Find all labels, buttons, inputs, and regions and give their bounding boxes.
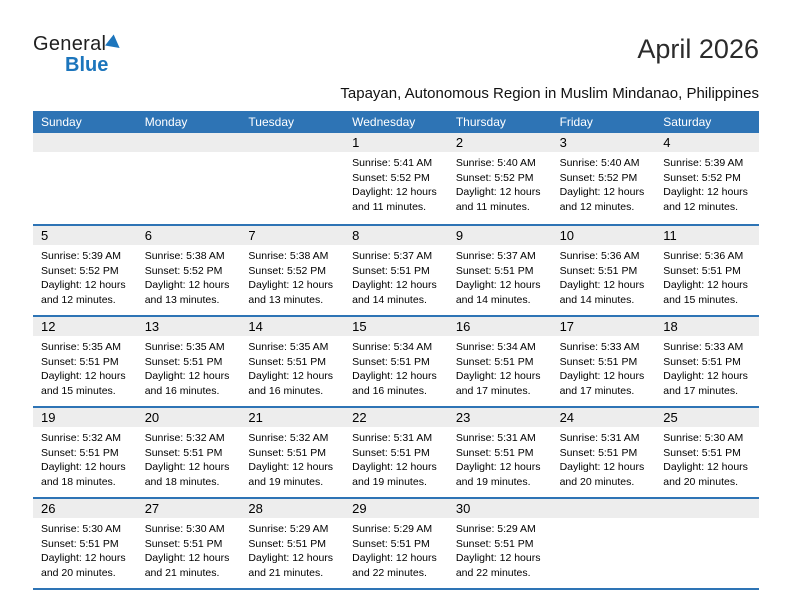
detail-line: Daylight: 12 hours: [663, 186, 748, 198]
day-cell-15: [344, 317, 448, 406]
day-cell-26: [33, 499, 137, 588]
detail-line: and 22 minutes.: [455, 566, 531, 579]
detail-line: Sunset: 5:51 PM: [41, 355, 119, 368]
empty-day-cell: [240, 133, 344, 224]
day-number: 2: [448, 133, 552, 152]
day-number: 3: [552, 133, 656, 152]
empty-day-cell: [33, 133, 137, 224]
day-number: [552, 499, 656, 518]
weekday-header-tuesday: Tuesday: [248, 115, 295, 129]
detail-line: Sunrise: 5:31 AM: [352, 432, 433, 444]
day-number: 11: [655, 226, 759, 245]
detail-line: Sunrise: 5:31 AM: [559, 432, 640, 444]
day-number: 27: [137, 499, 241, 518]
detail-line: Sunset: 5:51 PM: [41, 537, 119, 550]
detail-line: and 14 minutes.: [352, 293, 427, 306]
detail-line: and 16 minutes.: [248, 384, 324, 397]
day-number: 12: [33, 317, 137, 336]
day-cell-19: [33, 408, 137, 497]
day-number: 26: [33, 499, 137, 518]
detail-line: Daylight: 12 hours: [352, 279, 437, 291]
detail-line: and 11 minutes.: [455, 200, 530, 213]
day-details: [33, 427, 137, 489]
day-cell-17: [552, 317, 656, 406]
day-number: 20: [137, 408, 241, 427]
detail-line: Daylight: 12 hours: [455, 279, 541, 291]
detail-line: Daylight: 12 hours: [663, 279, 748, 291]
detail-line: and 16 minutes.: [144, 384, 220, 397]
detail-line: Daylight: 12 hours: [455, 461, 541, 473]
detail-line: and 21 minutes.: [144, 566, 220, 579]
detail-line: Daylight: 12 hours: [455, 552, 541, 564]
day-number: 5: [33, 226, 137, 245]
detail-line: Sunrise: 5:29 AM: [248, 523, 329, 535]
day-number: 6: [137, 226, 241, 245]
day-details: [448, 245, 552, 307]
day-cell-21: [240, 408, 344, 497]
day-details: [240, 245, 344, 307]
calendar-week-row: [33, 133, 759, 224]
detail-line: Sunset: 5:51 PM: [352, 355, 430, 368]
day-number: 16: [448, 317, 552, 336]
day-details: [240, 152, 344, 156]
day-details: [344, 336, 448, 398]
day-details: [33, 152, 137, 156]
day-number: 25: [655, 408, 759, 427]
detail-line: Daylight: 12 hours: [41, 279, 126, 291]
logo-line1: [33, 34, 121, 54]
detail-line: Sunset: 5:51 PM: [352, 537, 430, 550]
day-cell-20: [137, 408, 241, 497]
calendar-week-row: [33, 224, 759, 315]
detail-line: Sunset: 5:51 PM: [41, 446, 119, 459]
detail-line: Sunset: 5:51 PM: [663, 355, 741, 368]
detail-line: Daylight: 12 hours: [352, 370, 437, 382]
detail-line: Sunset: 5:51 PM: [663, 264, 741, 277]
day-number: 17: [552, 317, 656, 336]
day-details: [448, 518, 552, 580]
detail-line: and 12 minutes.: [663, 200, 738, 213]
detail-line: Daylight: 12 hours: [248, 370, 334, 382]
day-cell-7: [240, 226, 344, 315]
day-cell-3: [552, 133, 656, 224]
day-number: 14: [240, 317, 344, 336]
day-cell-1: [344, 133, 448, 224]
detail-line: Sunset: 5:51 PM: [248, 446, 327, 459]
detail-line: Sunset: 5:51 PM: [559, 355, 638, 368]
detail-line: Sunset: 5:52 PM: [41, 264, 119, 277]
detail-line: Sunrise: 5:34 AM: [455, 341, 536, 353]
detail-line: and 20 minutes.: [663, 475, 738, 488]
detail-line: Sunrise: 5:32 AM: [248, 432, 329, 444]
detail-line: Sunset: 5:52 PM: [663, 171, 741, 184]
day-cell-6: [137, 226, 241, 315]
day-number: 30: [448, 499, 552, 518]
detail-line: Sunrise: 5:36 AM: [559, 250, 640, 262]
detail-line: Sunset: 5:51 PM: [559, 446, 638, 459]
detail-line: and 20 minutes.: [559, 475, 635, 488]
day-cell-25: [655, 408, 759, 497]
calendar-week-row: [33, 315, 759, 406]
detail-line: and 12 minutes.: [41, 293, 116, 306]
detail-line: Daylight: 12 hours: [352, 461, 437, 473]
detail-line: Sunrise: 5:33 AM: [559, 341, 640, 353]
detail-line: and 12 minutes.: [559, 200, 635, 213]
day-cell-23: [448, 408, 552, 497]
day-details: [137, 152, 241, 156]
detail-line: and 17 minutes.: [663, 384, 738, 397]
detail-line: Sunrise: 5:35 AM: [41, 341, 121, 353]
detail-line: and 14 minutes.: [455, 293, 531, 306]
day-details: [448, 427, 552, 489]
detail-line: Sunrise: 5:39 AM: [663, 157, 744, 169]
detail-line: Sunset: 5:52 PM: [559, 171, 638, 184]
detail-line: Daylight: 12 hours: [144, 552, 230, 564]
day-cell-2: [448, 133, 552, 224]
day-cell-11: [655, 226, 759, 315]
logo-flag-icon: [105, 34, 124, 53]
detail-line: Sunrise: 5:30 AM: [41, 523, 121, 535]
day-number: 29: [344, 499, 448, 518]
detail-line: Sunrise: 5:31 AM: [455, 432, 536, 444]
location-subtitle: Tapayan, Autonomous Region in Muslim Mindanao, Philippines: [340, 85, 759, 102]
detail-line: Sunset: 5:51 PM: [352, 446, 430, 459]
detail-line: Sunrise: 5:33 AM: [663, 341, 744, 353]
detail-line: Daylight: 12 hours: [455, 370, 541, 382]
day-details: [240, 518, 344, 580]
day-cell-18: [655, 317, 759, 406]
detail-line: Sunset: 5:51 PM: [248, 537, 327, 550]
weekday-header-friday: Friday: [559, 115, 593, 129]
detail-line: Sunrise: 5:36 AM: [663, 250, 744, 262]
weekday-header-saturday: Saturday: [663, 115, 712, 129]
detail-line: Daylight: 12 hours: [41, 370, 126, 382]
day-details: [33, 245, 137, 307]
day-number: 21: [240, 408, 344, 427]
logo-text-blue: Blue: [65, 54, 109, 76]
day-details: [552, 427, 656, 489]
detail-line: Daylight: 12 hours: [559, 186, 645, 198]
empty-day-cell: [655, 499, 759, 588]
day-details: [137, 245, 241, 307]
detail-line: Daylight: 12 hours: [41, 461, 126, 473]
detail-line: Sunrise: 5:40 AM: [455, 157, 536, 169]
day-details: [137, 336, 241, 398]
day-cell-4: [655, 133, 759, 224]
detail-line: Sunrise: 5:37 AM: [455, 250, 536, 262]
detail-line: and 15 minutes.: [41, 384, 116, 397]
detail-line: Daylight: 12 hours: [663, 461, 748, 473]
detail-line: and 18 minutes.: [144, 475, 220, 488]
detail-line: Sunrise: 5:29 AM: [352, 523, 433, 535]
detail-line: Sunset: 5:51 PM: [663, 446, 741, 459]
day-details: [552, 152, 656, 214]
detail-line: Daylight: 12 hours: [248, 552, 334, 564]
detail-line: Sunset: 5:51 PM: [144, 355, 223, 368]
calendar-body: [33, 133, 759, 590]
weekday-header-wednesday: Wednesday: [352, 115, 416, 129]
day-details: [655, 245, 759, 307]
day-details: [33, 518, 137, 580]
day-details: [344, 518, 448, 580]
day-number: 7: [240, 226, 344, 245]
detail-line: Sunset: 5:51 PM: [144, 446, 223, 459]
calendar: [33, 111, 759, 590]
detail-line: and 21 minutes.: [248, 566, 324, 579]
logo-text-general: General: [33, 33, 107, 55]
day-number: 22: [344, 408, 448, 427]
detail-line: Sunset: 5:52 PM: [455, 171, 534, 184]
day-cell-14: [240, 317, 344, 406]
day-number: 9: [448, 226, 552, 245]
day-number: [240, 133, 344, 152]
day-cell-29: [344, 499, 448, 588]
detail-line: Sunset: 5:52 PM: [352, 171, 430, 184]
general-blue-logo: [33, 34, 121, 75]
detail-line: and 14 minutes.: [559, 293, 635, 306]
top-bar: [33, 34, 759, 75]
detail-line: and 16 minutes.: [352, 384, 427, 397]
detail-line: Sunset: 5:51 PM: [248, 355, 327, 368]
day-details: [655, 152, 759, 214]
detail-line: Daylight: 12 hours: [41, 552, 126, 564]
day-cell-16: [448, 317, 552, 406]
day-cell-10: [552, 226, 656, 315]
detail-line: Sunset: 5:51 PM: [455, 446, 534, 459]
detail-line: Daylight: 12 hours: [559, 461, 645, 473]
calendar-week-row: [33, 497, 759, 588]
empty-day-cell: [137, 133, 241, 224]
detail-line: Sunrise: 5:37 AM: [352, 250, 433, 262]
day-cell-5: [33, 226, 137, 315]
day-details: [552, 518, 656, 522]
day-cell-12: [33, 317, 137, 406]
detail-line: Sunset: 5:52 PM: [144, 264, 223, 277]
calendar-week-row: [33, 406, 759, 497]
detail-line: Daylight: 12 hours: [455, 186, 541, 198]
detail-line: Daylight: 12 hours: [663, 370, 748, 382]
detail-line: Daylight: 12 hours: [352, 186, 437, 198]
weekday-header-sunday: Sunday: [41, 115, 82, 129]
day-details: [344, 245, 448, 307]
day-details: [448, 336, 552, 398]
detail-line: Daylight: 12 hours: [559, 370, 645, 382]
day-details: [344, 152, 448, 214]
detail-line: Sunset: 5:51 PM: [455, 264, 534, 277]
day-number: 10: [552, 226, 656, 245]
detail-line: Sunrise: 5:35 AM: [144, 341, 225, 353]
day-cell-27: [137, 499, 241, 588]
day-details: [552, 336, 656, 398]
day-details: [33, 336, 137, 398]
detail-line: Daylight: 12 hours: [144, 279, 230, 291]
detail-line: and 19 minutes.: [248, 475, 324, 488]
day-details: [137, 427, 241, 489]
detail-line: and 11 minutes.: [352, 200, 427, 213]
detail-line: and 19 minutes.: [455, 475, 531, 488]
detail-line: and 13 minutes.: [144, 293, 220, 306]
detail-line: and 17 minutes.: [559, 384, 635, 397]
detail-line: Sunset: 5:51 PM: [352, 264, 430, 277]
detail-line: Sunrise: 5:30 AM: [663, 432, 744, 444]
detail-line: Sunset: 5:51 PM: [455, 537, 534, 550]
day-details: [240, 336, 344, 398]
day-number: [33, 133, 137, 152]
detail-line: and 20 minutes.: [41, 566, 116, 579]
day-cell-28: [240, 499, 344, 588]
detail-line: Sunrise: 5:35 AM: [248, 341, 329, 353]
weekday-header-monday: Monday: [144, 115, 188, 129]
detail-line: Sunset: 5:51 PM: [455, 355, 534, 368]
detail-line: Sunrise: 5:40 AM: [559, 157, 640, 169]
empty-day-cell: [552, 499, 656, 588]
detail-line: Daylight: 12 hours: [144, 461, 230, 473]
day-number: 28: [240, 499, 344, 518]
day-number: 24: [552, 408, 656, 427]
day-cell-22: [344, 408, 448, 497]
day-cell-30: [448, 499, 552, 588]
page-title: April 2026: [637, 34, 759, 64]
detail-line: Sunset: 5:51 PM: [559, 264, 638, 277]
detail-line: and 18 minutes.: [41, 475, 116, 488]
detail-line: Daylight: 12 hours: [248, 461, 334, 473]
day-number: 18: [655, 317, 759, 336]
day-details: [344, 427, 448, 489]
detail-line: and 15 minutes.: [663, 293, 738, 306]
detail-line: Sunset: 5:51 PM: [144, 537, 223, 550]
day-details: [137, 518, 241, 580]
detail-line: Sunrise: 5:32 AM: [144, 432, 225, 444]
day-number: 8: [344, 226, 448, 245]
day-cell-8: [344, 226, 448, 315]
day-details: [655, 336, 759, 398]
day-number: 23: [448, 408, 552, 427]
detail-line: Sunrise: 5:38 AM: [144, 250, 225, 262]
day-number: [137, 133, 241, 152]
detail-line: and 17 minutes.: [455, 384, 531, 397]
day-cell-9: [448, 226, 552, 315]
detail-line: Daylight: 12 hours: [248, 279, 334, 291]
day-number: 19: [33, 408, 137, 427]
detail-line: and 19 minutes.: [352, 475, 427, 488]
detail-line: Sunset: 5:52 PM: [248, 264, 327, 277]
day-number: 4: [655, 133, 759, 152]
detail-line: Daylight: 12 hours: [559, 279, 645, 291]
day-details: [552, 245, 656, 307]
detail-line: and 13 minutes.: [248, 293, 324, 306]
weekday-header-row: [33, 111, 759, 133]
day-details: [655, 518, 759, 522]
detail-line: Daylight: 12 hours: [352, 552, 437, 564]
weekday-header-thursday: Thursday: [455, 115, 506, 129]
detail-line: Sunrise: 5:39 AM: [41, 250, 121, 262]
day-details: [655, 427, 759, 489]
detail-line: Sunrise: 5:38 AM: [248, 250, 329, 262]
detail-line: Sunrise: 5:32 AM: [41, 432, 121, 444]
day-number: 1: [344, 133, 448, 152]
day-details: [448, 152, 552, 214]
day-number: 15: [344, 317, 448, 336]
day-cell-13: [137, 317, 241, 406]
day-cell-24: [552, 408, 656, 497]
detail-line: and 22 minutes.: [352, 566, 427, 579]
detail-line: Sunrise: 5:34 AM: [352, 341, 433, 353]
day-number: 13: [137, 317, 241, 336]
detail-line: Sunrise: 5:30 AM: [144, 523, 225, 535]
detail-line: Daylight: 12 hours: [144, 370, 230, 382]
day-number: [655, 499, 759, 518]
day-details: [240, 427, 344, 489]
detail-line: Sunrise: 5:41 AM: [352, 157, 433, 169]
detail-line: Sunrise: 5:29 AM: [455, 523, 536, 535]
